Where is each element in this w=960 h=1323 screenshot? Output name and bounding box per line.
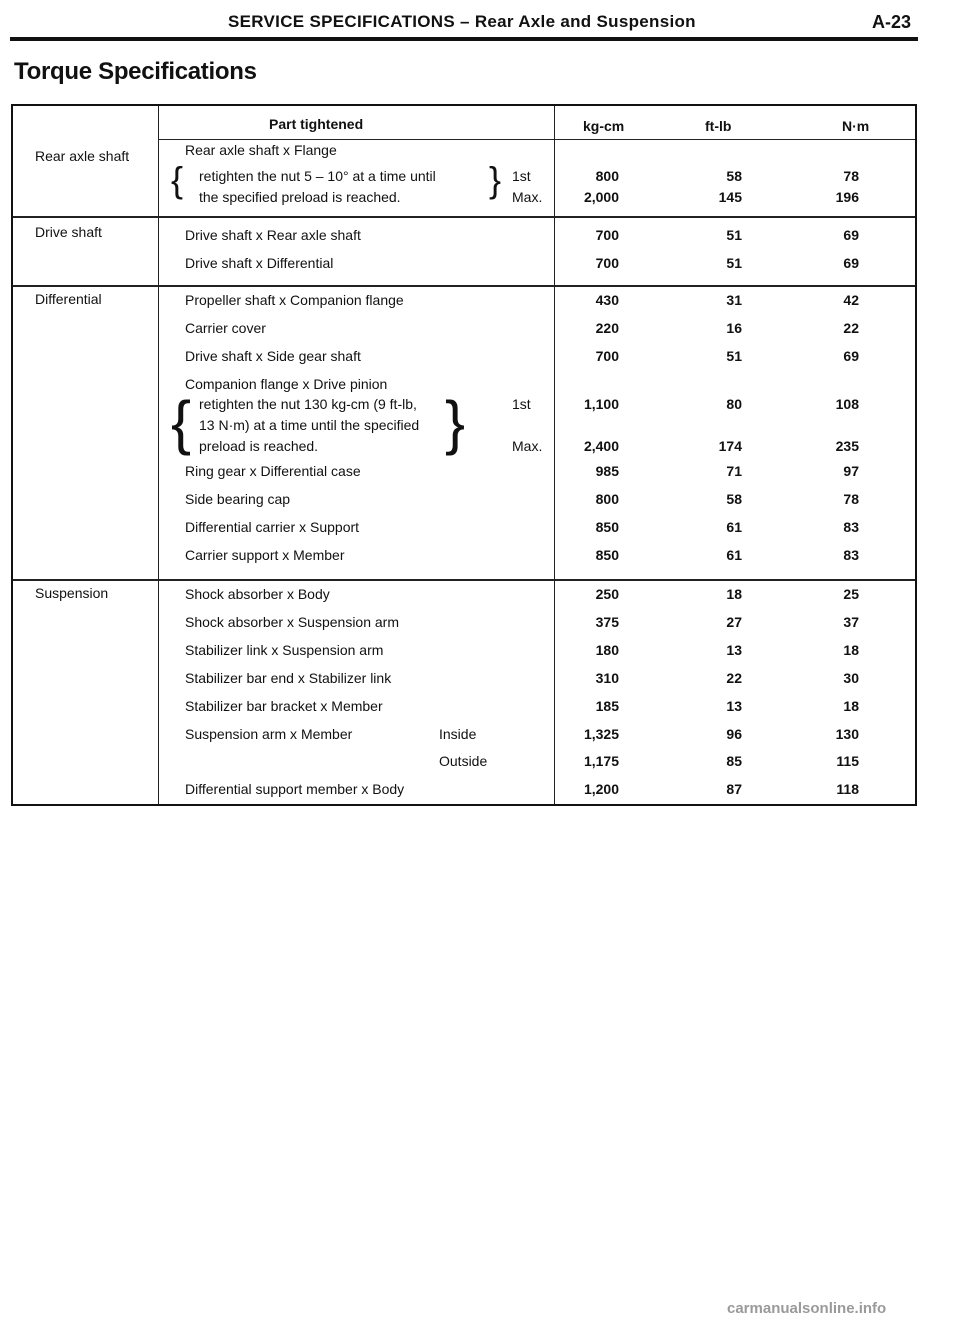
value-ftlb: 58 [726,491,742,507]
value-kgcm: 185 [595,698,619,714]
value-ftlb: 51 [726,227,742,243]
value-kgcm: 1,100 [583,396,619,412]
part-name: retighten the nut 130 kg-cm (9 ft-lb, [199,396,417,412]
value-ftlb: 31 [726,292,742,308]
value-ftlb: 61 [726,519,742,535]
value-nm: 235 [835,438,859,454]
value-ftlb: 27 [726,614,742,630]
value-kgcm: 1,325 [583,726,619,742]
value-ftlb: 51 [726,348,742,364]
header-title-sub: Rear Axle and Suspension [474,12,696,31]
part-name: Carrier support x Member [185,547,345,563]
value-nm: 196 [835,189,859,205]
value-nm: 25 [843,586,859,602]
value-ftlb: 145 [718,189,742,205]
value-kgcm: 1,200 [583,781,619,797]
value-nm: 18 [843,642,859,658]
part-name: Shock absorber x Body [185,586,330,602]
value-nm: 69 [843,348,859,364]
value-nm: 78 [843,168,859,184]
value-kgcm: 850 [595,547,619,563]
value-ftlb: 71 [726,463,742,479]
group-label-drive-shaft: Drive shaft [35,224,102,240]
part-name: Stabilizer link x Suspension arm [185,642,384,658]
header-divider [158,139,915,140]
value-nm: 130 [835,726,859,742]
page-header [0,0,960,40]
part-name: Stabilizer bar end x Stabilizer link [185,670,392,686]
section-title: Torque Specifications [14,58,257,85]
value-kgcm: 700 [595,227,619,243]
part-name: Suspension arm x Member [185,726,353,742]
value-kgcm: 1,175 [583,753,619,769]
row-note: 1st [512,168,531,184]
value-ftlb: 13 [726,642,742,658]
value-nm: 69 [843,255,859,271]
value-nm: 115 [836,753,859,769]
row-note: 1st [512,396,531,412]
group-divider [13,216,915,218]
value-ftlb: 22 [726,670,742,686]
right-brace: } [489,159,502,200]
value-nm: 42 [843,292,859,308]
group-label-rear-axle: Rear axle shaft [35,148,130,164]
part-name: Drive shaft x Side gear shaft [185,348,361,364]
row-note: Max. [512,189,543,205]
value-ftlb: 174 [718,438,742,454]
watermark: carmanualsonline.info [727,1300,887,1317]
row-note: Max. [512,438,543,454]
value-kgcm: 850 [595,519,619,535]
value-kgcm: 310 [595,670,619,686]
value-nm: 78 [843,491,859,507]
part-name: 13 N·m) at a time until the specified [199,417,420,433]
value-kgcm: 375 [595,614,619,630]
column-header-nm: N·m [842,118,870,134]
column-header-ftlb: ft-lb [705,118,732,134]
value-nm: 18 [843,698,859,714]
part-name: Side bearing cap [185,491,291,507]
value-nm: 22 [843,320,859,336]
value-kgcm: 180 [595,642,619,658]
part-name: the specified preload is reached. [199,189,401,205]
right-brace: } [445,389,466,456]
value-kgcm: 2,000 [583,189,619,205]
value-nm: 69 [843,227,859,243]
value-ftlb: 85 [726,753,742,769]
part-name: Differential carrier x Support [185,519,360,535]
group-divider [13,579,915,581]
part-name: Rear axle shaft x Flange [185,142,337,158]
part-name: Carrier cover [185,320,266,336]
group-label-suspension: Suspension [35,585,109,601]
part-name: Shock absorber x Suspension arm [185,614,399,630]
part-name: Ring gear x Differential case [185,463,361,479]
value-kgcm: 430 [595,292,619,308]
part-name: Drive shaft x Differential [185,255,334,271]
value-nm: 37 [843,614,859,630]
value-ftlb: 58 [726,168,742,184]
page-number: A-23 [872,12,912,32]
part-name: preload is reached. [199,438,319,454]
header-rule [10,37,918,41]
column-header-kgcm: kg-cm [583,118,625,134]
value-kgcm: 800 [595,491,619,507]
column-divider [158,106,159,804]
part-name: Companion flange x Drive pinion [185,376,388,392]
value-ftlb: 61 [726,547,742,563]
header-title-dash: – [455,12,475,31]
value-nm: 108 [835,396,859,412]
value-kgcm: 2,400 [583,438,619,454]
group-divider [13,285,915,287]
value-kgcm: 985 [595,463,619,479]
value-nm: 30 [843,670,859,686]
value-kgcm: 250 [595,586,619,602]
left-brace: { [171,159,184,200]
value-ftlb: 16 [726,320,742,336]
value-nm: 83 [843,547,859,563]
row-note: Inside [439,726,477,742]
value-kgcm: 700 [595,255,619,271]
value-kgcm: 800 [595,168,619,184]
value-ftlb: 51 [726,255,742,271]
part-name: Propeller shaft x Companion flange [185,292,404,308]
value-ftlb: 18 [726,586,742,602]
row-note: Outside [439,753,488,769]
value-ftlb: 80 [726,396,742,412]
value-ftlb: 87 [726,781,742,797]
column-header-part: Part tightened [269,116,364,132]
value-nm: 118 [836,781,859,797]
header-title [228,12,696,32]
value-nm: 83 [843,519,859,535]
value-ftlb: 13 [726,698,742,714]
part-name: Differential support member x Body [185,781,405,797]
header-title-main: SERVICE SPECIFICATIONS [228,12,456,31]
part-name: retighten the nut 5 – 10° at a time until [199,168,436,184]
part-name: Drive shaft x Rear axle shaft [185,227,361,243]
group-label-differential: Differential [35,291,102,307]
value-ftlb: 96 [726,726,742,742]
part-name: Stabilizer bar bracket x Member [185,698,383,714]
torque-table [11,104,917,806]
value-kgcm: 700 [595,348,619,364]
value-nm: 97 [843,463,859,479]
left-brace: { [171,389,192,456]
value-kgcm: 220 [595,320,619,336]
